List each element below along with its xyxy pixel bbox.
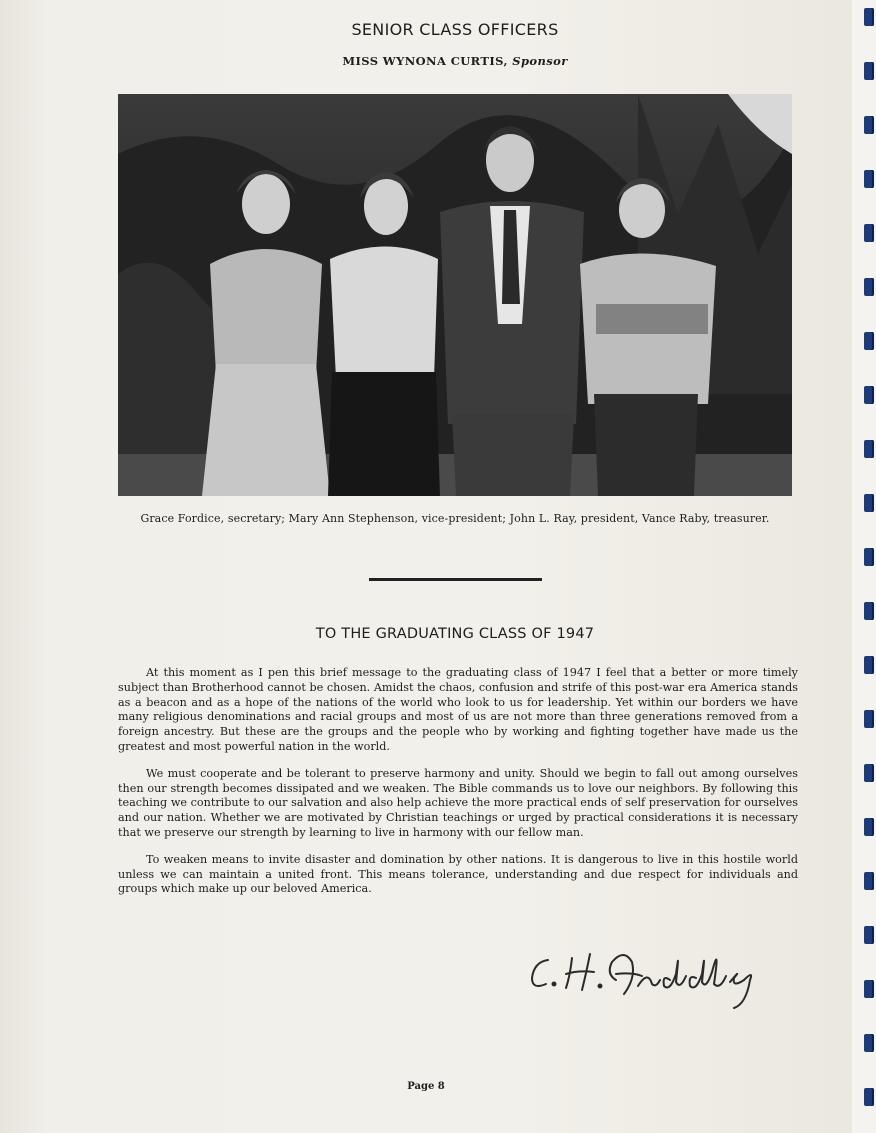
message-title: TO THE GRADUATING CLASS OF 1947 xyxy=(315,626,595,642)
binding-ring xyxy=(864,170,874,188)
section-divider xyxy=(369,578,542,581)
message-paragraph: We must cooperate and be tolerant to preserve harmony and unity. Should we begin to fall out among ourselves then our strength becomes dissipated and we weaken. The Bible commands us to love our neighbors. By following this teaching we contribute to our salvation and also help achieve the more practical ends of self preservation for ourselves and our nation. Whether we are motivated by Christian teachings or urged by practical considerations it is necessary that we preserve our strength by learning to live in harmony with our fellow man. xyxy=(118,766,798,839)
photo-caption: Grace Fordice, secretary; Mary Ann Stephenson, vice-president; John L. Ray, president, Vance Raby, treasurer. xyxy=(140,512,770,525)
binding-ring xyxy=(864,116,874,134)
handwritten-signature xyxy=(520,934,770,1014)
binding-ring xyxy=(864,278,874,296)
binding-ring xyxy=(864,494,874,512)
binding-ring xyxy=(864,1034,874,1052)
sponsor-name: MISS WYNONA CURTIS, xyxy=(342,54,508,68)
binding-ring xyxy=(864,386,874,404)
binding-ring xyxy=(864,332,874,350)
page-number: Page 8 xyxy=(407,1081,445,1092)
binding-ring xyxy=(864,440,874,458)
sponsor-line xyxy=(118,54,792,68)
binding-ring xyxy=(864,656,874,674)
page-title: SENIOR CLASS OFFICERS xyxy=(351,20,559,39)
binding-ring xyxy=(864,548,874,566)
binding-ring xyxy=(864,62,874,80)
binding-ring xyxy=(864,818,874,836)
binding-ring xyxy=(864,602,874,620)
binding-ring xyxy=(864,8,874,26)
message-body xyxy=(118,666,798,909)
binding-ring xyxy=(864,224,874,242)
binding-ring xyxy=(864,926,874,944)
photo-illustration xyxy=(118,94,792,496)
binding-ring xyxy=(864,980,874,998)
binding-ring xyxy=(864,1088,874,1106)
sponsor-role: Sponsor xyxy=(512,54,568,68)
spiral-binding xyxy=(852,0,876,1133)
binding-ring xyxy=(864,764,874,782)
class-officers-photo xyxy=(118,94,792,496)
binding-ring xyxy=(864,710,874,728)
binding-ring xyxy=(864,872,874,890)
message-paragraph: At this moment as I pen this brief message to the graduating class of 1947 I feel that a better or more timely subject than Brotherhood cannot be chosen. Amidst the chaos, confusion and strife of this post-war era America stands as a beacon and as a hope of the nations of the world who look to us for leadership. Yet within our borders we have many religious denominations and racial groups and most of us are not more than three generations removed from a foreign ancestry. But these are the groups and the people who by working and fighting together have made us the greatest and most powerful nation in the world. xyxy=(118,666,798,753)
message-paragraph: To weaken means to invite disaster and domination by other nations. It is dangerous to live in this hostile world unless we can maintain a united front. This means tolerance, understanding and due respect for individuals and groups which make up our beloved America. xyxy=(118,852,798,896)
